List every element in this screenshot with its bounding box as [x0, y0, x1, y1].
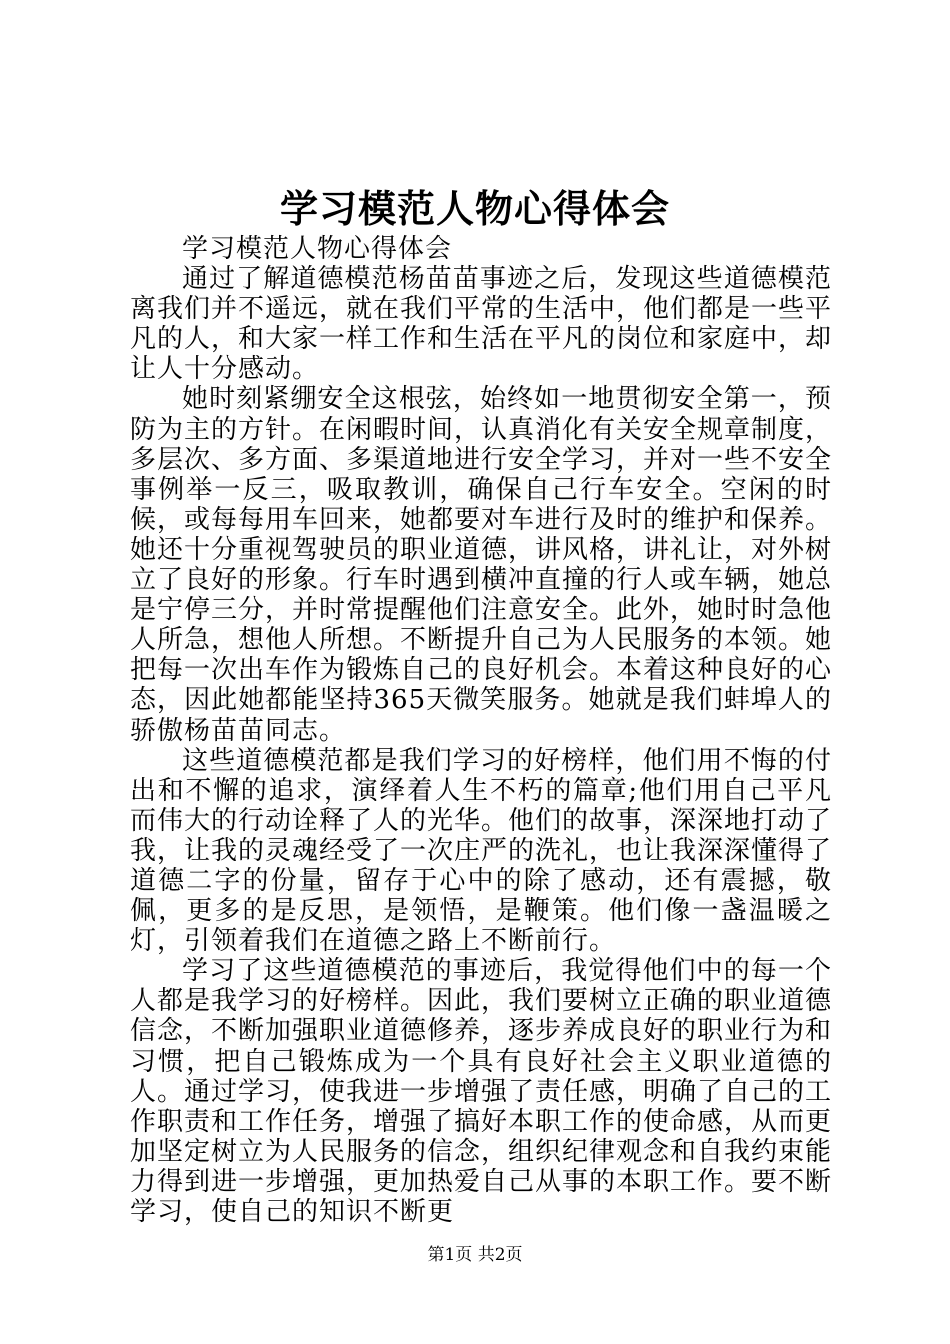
page-title: 学习模范人物心得体会: [279, 186, 670, 231]
document-body: [130, 234, 832, 1227]
paragraph-3: 这些道德模范都是我们学习的好榜样，他们用不悔的付出和不懈的追求，演绎着人生不朽的篇章;他们用自己平凡而伟大的行动诠释了人的光华。他们的故事，深深地打动了我，让我的灵魂经受了一次庄严的洗礼，也让我深深懂得了道德二字的份量，留存于心中的除了感动，还有震撼，敬佩，更多的是反思，是领悟，是鞭策。他们像一盏温暖之灯，引领着我们在道德之路上不断前行。: [130, 745, 833, 957]
paragraph-1: 通过了解道德模范杨苗苗事迹之后，发现这些道德模范离我们并不遥远，就在我们平常的生活中，他们都是一些平凡的人，和大家一样工作和生活在平凡的岗位和家庭中，却让人十分感动。: [130, 264, 833, 385]
paragraph-2: 她时刻紧绷安全这根弦，始终如一地贯彻安全第一，预防为主的方针。在闲暇时间，认真消化有关安全规章制度，多层次、多方面、多渠道地进行安全学习，并对一些不安全事例举一反三，吸取教训，确保自己行车安全。空闲的时候，或每每用车回来，她都要对车进行及时的维护和保养。她还十分重视驾驶员的职业道德，讲风格，讲礼让，对外树立了良好的形象。行车时遇到横冲直撞的行人或车辆，她总是宁停三分，并时常提醒他们注意安全。此外，她时时急他人所急，想他人所想。不断提升自己为人民服务的本领。她把每一次出车作为锻炼自己的良好机会。本着这种良好的心态，因此她都能坚持365天微笑服务。她就是我们蚌埠人的骄傲杨苗苗同志。: [130, 384, 833, 746]
paragraph-4: 学习了这些道德模范的事迹后，我觉得他们中的每一个人都是我学习的好榜样。因此，我们要树立正确的职业道德信念，不断加强职业道德修养，逐步养成良好的职业行为和习惯，把自己锻炼成为一个具有良好社会主义职业道德的人。通过学习，使我进一步增强了责任感，明确了自己的工作职责和工作任务，增强了搞好本职工作的使命感，从而更加坚定树立为人民服务的信念，组织纪律观念和自我约束能力得到进一步增强，更加热爱自己从事的本职工作。要不断学习，使自己的知识不断更: [130, 956, 833, 1227]
document-subtitle: 学习模范人物心得体会: [182, 234, 453, 264]
page-number: 第1页 共2页: [427, 1245, 523, 1265]
